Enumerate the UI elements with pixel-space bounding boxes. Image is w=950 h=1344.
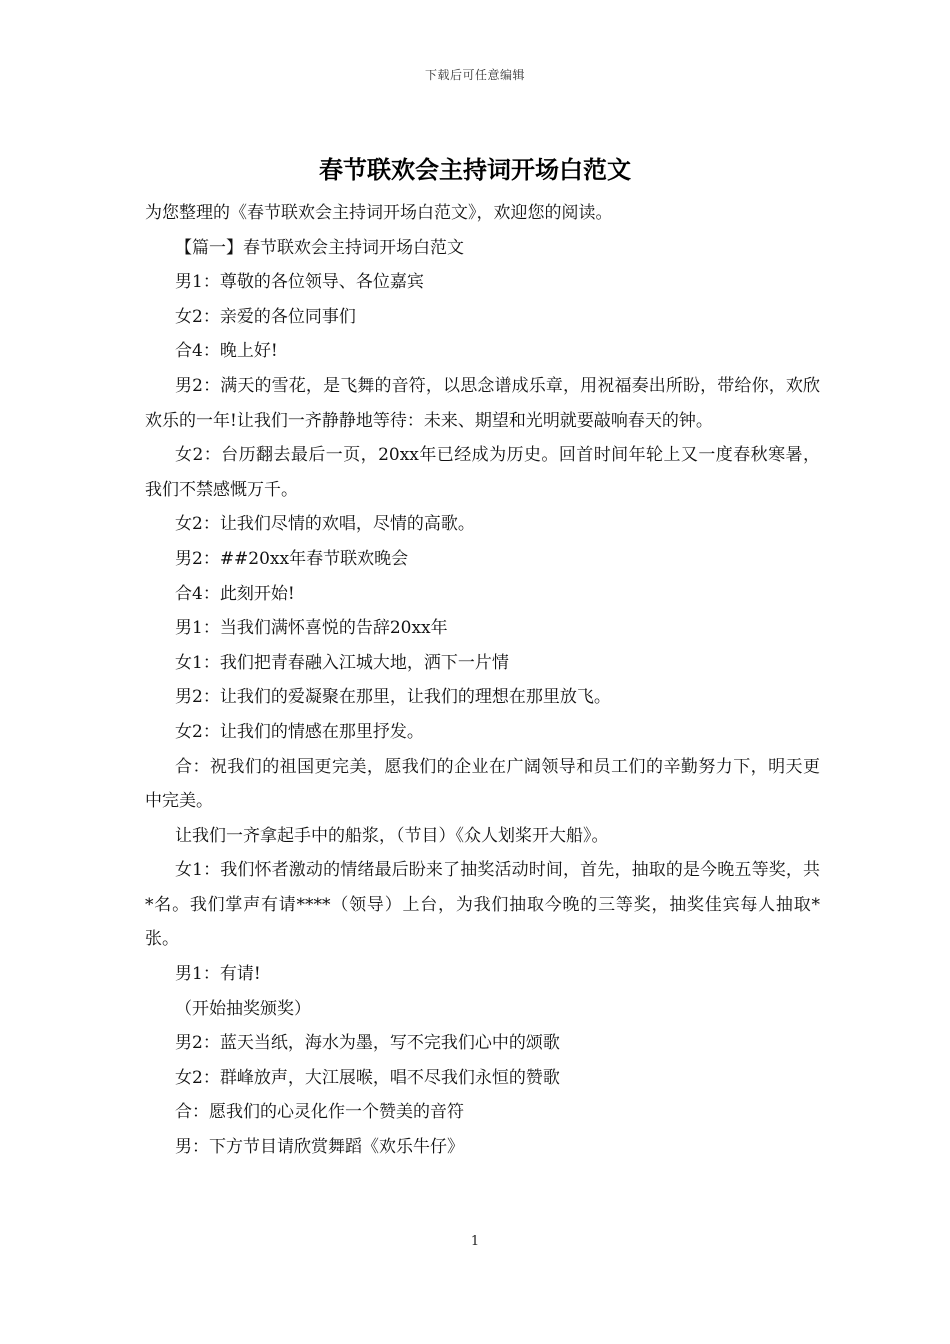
script-line: 男1：当我们满怀喜悦的告辞20xx年: [175, 618, 448, 639]
document-body: [145, 196, 820, 1165]
script-line: 合：祝我们的祖国更完美，愿我们的企业在广阔领导和员工们的辛勤努力下，明天更中完美。: [145, 756, 820, 812]
script-line: 女2：群峰放声，大江展喉，唱不尽我们永恒的赞歌: [175, 1067, 560, 1088]
script-line: 男2：让我们的爱凝聚在那里，让我们的理想在那里放飞。: [175, 687, 611, 708]
script-line: 女2：台历翻去最后一页，20xx年已经成为历史。回首时间年轮上又一度春秋寒暑，我们不禁感慨万千。: [145, 445, 820, 500]
script-line: 男2：满天的雪花，是飞舞的音符，以思念谱成乐章，用祝福奏出所盼，带给你，欢欣欢乐的一年!让我们一齐静静地等待：未来、期望和光明就要敲响春天的钟。: [145, 375, 820, 431]
script-line: 女2：亲爱的各位同事们: [175, 306, 356, 327]
page-number: 1: [470, 1234, 480, 1249]
script-line: 男：下方节目请欣赏舞蹈《欢乐牛仔》: [175, 1137, 464, 1158]
script-line: 合：愿我们的心灵化作一个赞美的音符: [175, 1102, 464, 1123]
script-line: 男2：##20xx年春节联欢晚会: [175, 548, 409, 569]
script-line: 女1：我们把青春融入江城大地，洒下一片情: [175, 652, 509, 673]
script-line: 男1：尊敬的各位领导、各位嘉宾: [175, 272, 424, 293]
script-line: 女1：我们怀者激动的情绪最后盼来了抽奖活动时间，首先，抽取的是今晚五等奖，共*名。我们掌声有请****（领导）上台，为我们抽取今晚的三等奖，抽奖佳宾每人抽取*张。: [145, 860, 820, 950]
script-line: 女2：让我们的情感在那里抒发。: [175, 721, 424, 742]
script-line: 合4：此刻开始!: [175, 583, 295, 604]
script-line: 女2：让我们尽情的欢唱，尽情的高歌。: [175, 514, 475, 535]
document-title: 春节联欢会主持词开场白范文: [319, 155, 631, 184]
header-note: 下载后可任意编辑: [424, 68, 525, 82]
intro-paragraph: 为您整理的《春节联欢会主持词开场白范文》，欢迎您的阅读。: [145, 203, 613, 223]
script-line: 让我们一齐拿起手中的船浆，（节目）《众人划桨开大船》。: [175, 825, 609, 846]
section-heading: 【篇一】春节联欢会主持词开场白范文: [175, 237, 464, 258]
script-line: 合4：晚上好!: [175, 341, 278, 362]
stage-direction: （开始抽奖颁奖）: [175, 998, 311, 1019]
script-line: 男1：有请!: [175, 964, 261, 985]
script-line: 男2：蓝天当纸，海水为墨，写不完我们心中的颂歌: [175, 1033, 560, 1054]
